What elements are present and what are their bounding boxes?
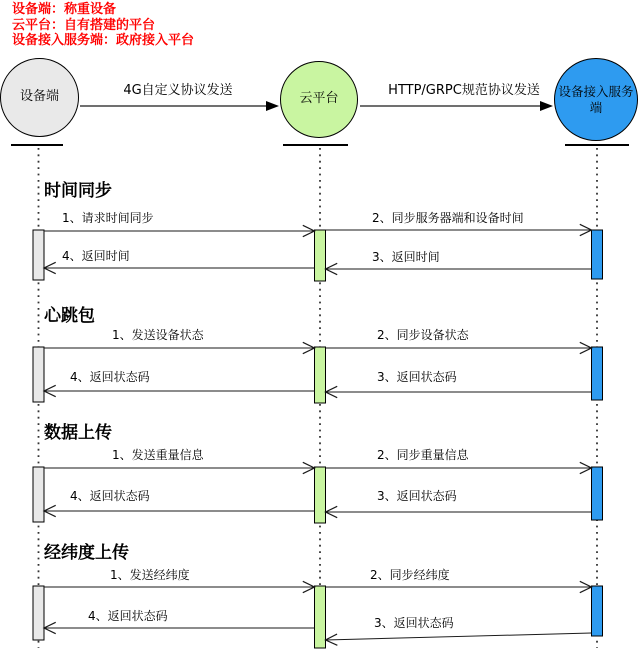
message-label: 3、返回状态码 (374, 616, 454, 630)
message-label: 3、返回状态码 (377, 489, 457, 503)
message-label: 4、返回状态码 (88, 609, 168, 623)
activation-bar-device (33, 347, 44, 402)
message-label: 2、同步设备状态 (377, 328, 469, 342)
activation-bar-server (592, 586, 603, 636)
activation-bar-cloud (315, 347, 326, 403)
channel-arrow-device-cloud-head (266, 101, 279, 111)
activation-bar-device (33, 230, 44, 280)
legend-line-device: 设备端：称重设备 (12, 2, 117, 17)
message-label: 3、返回状态码 (377, 370, 457, 384)
section-title-latlng-upload: 经纬度上传 (44, 543, 129, 563)
message-label: 2、同步经纬度 (370, 568, 450, 582)
actor-cloud-label: 云平台 (299, 91, 339, 107)
message-label: 1、发送设备状态 (112, 328, 204, 342)
message-label: 2、同步服务器端和设备时间 (372, 211, 524, 225)
message-label: 1、发送经纬度 (110, 568, 190, 582)
legend-line-cloud: 云平台：自有搭建的平台 (12, 17, 156, 33)
message-label: 2、同步重量信息 (377, 448, 469, 462)
message-label: 3、返回时间 (372, 250, 440, 264)
message-label: 1、发送重量信息 (112, 448, 204, 462)
activation-bar-device (33, 467, 44, 522)
activation-bar-cloud (315, 586, 326, 648)
actor-device-label: 设备端 (19, 89, 59, 105)
message-label: 4、返回状态码 (70, 489, 150, 503)
legend-line-server: 设备接入服务端：政府接入平台 (12, 33, 195, 48)
activation-bar-server (592, 347, 603, 400)
actor-server-label: 设备接入服务端 (558, 83, 634, 115)
section-title-time-sync: 时间同步 (44, 181, 112, 201)
actor-server-circle (554, 58, 638, 141)
message-label: 4、返回时间 (62, 249, 130, 263)
channel-label-4g: 4G自定义协议发送 (123, 83, 233, 98)
section-title-heartbeat: 心跳包 (44, 306, 95, 326)
message-arrow (326, 633, 592, 640)
activation-bar-cloud (315, 230, 326, 281)
actor-device-circle (0, 58, 79, 137)
section-title-data-upload: 数据上传 (44, 423, 112, 443)
channel-arrow-cloud-server-head (540, 101, 553, 111)
activation-bar-device (33, 586, 44, 640)
message-label: 1、请求时间同步 (62, 211, 154, 225)
activation-bar-server (592, 467, 603, 520)
channel-label-http-grpc: HTTP/GRPC规范协议发送 (388, 83, 540, 98)
actor-cloud-circle (280, 61, 358, 138)
activation-bar-cloud (315, 467, 326, 523)
message-label: 4、返回状态码 (70, 370, 150, 384)
activation-bar-server (592, 230, 603, 279)
